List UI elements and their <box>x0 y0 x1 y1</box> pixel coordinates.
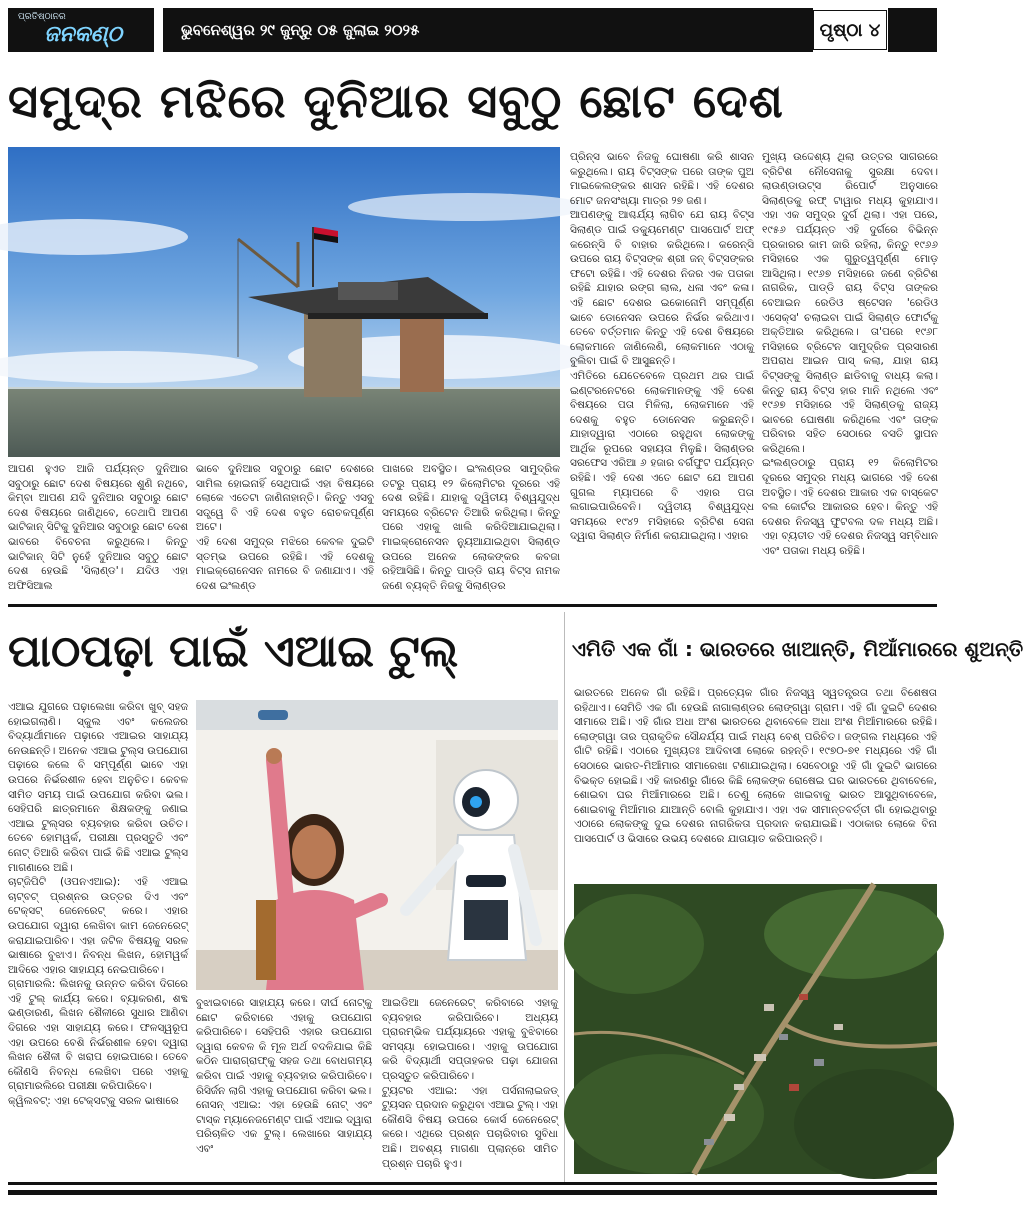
student-robot-photo <box>196 700 558 990</box>
article1-column-4: ପ୍ରିନ୍ସ ଭାବେ ନିଜକୁ ଘୋଷଣା କରି ଶାସନ କରୁଥିଲେ। ରାୟ ବିଟ୍ସଙ୍କ ପରେ ତାଙ୍କ ପୁଅ ମାଇକେଲଙ୍କର ଶାସନ ରହିଛି। ଏହି ଦେଶର ମୋଟ ଜନସଂଖ୍ୟା ମାତ୍ର ୨୭ ଜଣ। ଆପଣଙ୍କୁ ଆଶ୍ଚର୍ଯ୍ୟ ଲାଗିବ ଯେ ରାୟ ବିଟ୍ସ ସିଲାଣ୍ଡ ପାଇଁ ଡକ୍ୟୁମେଣ୍ଟ ପାସପୋର୍ଟ ଅଫ୍ କରେନ୍ସି ବି ବାହାର କରିଥିଲେ। କରେନ୍ସି ଉପରେ ରାୟ ବିଟ୍ସଙ୍କ ଶ୍ରୀ ଜନ୍ ବିଟ୍ସଙ୍କର ଫଟୋ ରହିଛି। ଏହି ଦେଶର ନିଜର ଏକ ପତାକା ରହିଛି ଯାହାର ରଙ୍ଗ ଲାଲ, ଧଳା ଏବଂ କଳା। ଏହି ଛୋଟ ଦେଶର ଇକୋନୋମି ସମ୍ପୂର୍ଣ୍ଣ ଭାବେ ଡୋନେସନ ଉପରେ ନିର୍ଭର କରିଥାଏ। ତେବେ ବର୍ତ୍ତମାନ କିନ୍ତୁ ଏହି ଦେଶ ବିଷୟରେ ଲୋକମାନେ ଜାଣିଲେଣି, ଲୋକମାନେ ଏଠାକୁ ବୁଲିବା ପାଇଁ ବି ଆସୁଛନ୍ତି। ଏମିତିରେ ଯେତେବେଳେ ପ୍ରଥମ ଥର ପାଇଁ ଇଣ୍ଟରନେଟରେ ଲୋକମାନଙ୍କୁ ଏହି ଦେଶ ବିଷୟରେ ପତା ମିଳିଲା, ଲୋକମାନେ ଏହି ଦେଶକୁ ବହୁତ ଡୋନେସନ କରୁଛନ୍ତି। ଯାହାଦ୍ୱାରା ଏଠାରେ ରହୁଥିବା ଲୋକଙ୍କୁ ଆର୍ଥିକ ରୂପରେ ସହାୟତା ମିଳୁଛି। ସିଲାଣ୍ଡର ସରଫେସ ଏରିଆ ୬ ହଜାର ବର୍ଗଫୁଟ ପର୍ଯ୍ୟନ୍ତ ରହିଛି। ଏହି ଦେଶ ଏତେ ଛୋଟ ଯେ ଆପଣ ଗୁଗଲ ମ୍ୟାପରେ ବି ଏହାର ପତା ଲଗାଇପାରିବେନି। ଦ୍ୱିତୀୟ ବିଶ୍ୱଯୁଦ୍ଧ ସମୟରେ ୧୯୪୨ ମସିହାରେ ବ୍ରିଟିଶ ସେନା ଦ୍ୱାରା ସିଲାଣ୍ଡ ନିର୍ମାଣ କରାଯାଇଥିଲା। ଏହାର <box>570 151 754 543</box>
masthead-tail <box>888 8 937 52</box>
article3-body: ଭାରତରେ ଅନେକ ଗାଁ ରହିଛି। ପ୍ରତ୍ୟେକ ଗାଁର ନିଜସ୍ୱ ସ୍ୱତନ୍ତ୍ରତା ତଥା ବିଶେଷତା ରହିଥାଏ। ସେମିତି ଏକ ଗାଁ ହେଉଛି ନାଗାଲାଣ୍ଡର ଲୋଙ୍ଗୱା ଗ୍ରାମ। ଏହି ଗାଁ ଦୁଇଟି ଦେଶର ସୀମାରେ ଅଛି। ଏହି ଗାଁର ଅଧା ଅଂଶ ଭାରତରେ ଥିବାବେଳେ ଅଧା ଅଂଶ ମିଆଁମାରରେ ରହିଛି। ଲୋଙ୍ଗୱା ତାର ପ୍ରାକୃତିକ ସୌନ୍ଦର୍ଯ୍ୟ ପାଇଁ ମଧ୍ୟ ବେଶ୍ ପରିଚିତ। ଜଙ୍ଗଲ ମଧ୍ୟରେ ଏହି ଗାଁଟି ରହିଛି। ଏଠାରେ ମୁଖ୍ୟତଃ ଆଦିବାସୀ ଲୋକେ ରହନ୍ତି। ୧୯୭୦-୭୧ ମଧ୍ୟରେ ଏହି ଗାଁ ସେଠାରେ ଭାରତ-ମିଆଁମାର ସୀମାରେଖା ଟଣାଯାଇଥିଲା। ସେବେଠାରୁ ଏହି ଗାଁ ଦୁଇଟି ଭାଗରେ ବିଭକ୍ତ ହୋଇଛି। ଏହି କାରଣରୁ ଗାଁରେ କିଛି ଲୋକଙ୍କ ରୋଷେଇ ଘର ଭାରତରେ ଥିବାବେଳେ, ଶୋଇବା ଘର ମିଆଁମାରରେ ଅଛି। ତେଣୁ ଲୋକେ ଖାଇବାକୁ ଭାରତ ଆସୁଥିବାବେଳେ, ଶୋଇବାକୁ ମିଆଁମାର ଯାଆନ୍ତି ବୋଲି କୁହାଯାଏ। ଏହା ଏକ ସୀମାନ୍ତବର୍ତ୍ତୀ ଗାଁ ହୋଇଥିବାରୁ ଏଠାରେ ଲୋକଙ୍କୁ ଦୁଇ ଦେଶର ନାଗରିକତା ପ୍ରଦାନ କରାଯାଇଛି। ଏଠାକାର ଲୋକେ ବିନା ପାସପୋର୍ଟ ଓ ଭିସାରେ ଉଭୟ ଦେଶରେ ଯାତାୟାତ କରିପାରନ୍ତି। <box>574 687 937 845</box>
article1-column-5: ମୁଖ୍ୟ ଉଦ୍ଦେଶ୍ୟ ଥିଲା ଉତ୍ତର ସାଗରରେ ବ୍ରିଟିଶ ନୌସେନାକୁ ସୁରକ୍ଷା ଦେବା। ଲାଉଣ୍ଡାଉଟ୍ସ ରିପୋର୍ଟ ଅନୁସାରେ ସିଲାଣ୍ଡକୁ ରଫ୍ ଟାୱାର ମଧ୍ୟ କୁହାଯାଏ। ଏହା ଏକ ସମୁଦ୍ର ଦୁର୍ଗ ଥିଲା। ଏହା ପରେ, ୧୯୫୬ ପର୍ଯ୍ୟନ୍ତ ଏହି ଦୁର୍ଗରେ ବିଭିନ୍ନ ପ୍ରକାରର କାମ ଜାରି ରହିଲା, କିନ୍ତୁ ୧୯୬୬ ମସିହାରେ ଏକ ଗୁରୁତ୍ୱପୂର୍ଣ୍ଣ ମୋଡ଼ ଆସିଥିଲା। ୧୯୬୭ ମସିହାରେ ଜଣେ ବ୍ରିଟିଶ ନାଗରିକ, ପାଡ୍ଡି ରାୟ ବିଟ୍ସ ତାଙ୍କର ବେଆଇନ ରେଡିଓ ଷ୍ଟେସନ 'ରେଡିଓ ଏସେକ୍ସ' ଚଲାଇବା ପାଇଁ ସିଲାଣ୍ଡ ଫୋର୍ଟକୁ ଅକ୍ତିଆର କରିଥିଲେ। ତା'ପରେ ୧୯୬୮ ମସିହାରେ ବ୍ରିଟେନ ସାମୁଦ୍ରିକ ପ୍ରସାରଣ ଅପରାଧ ଆଇନ ପାସ୍ କଲା, ଯାହା ରାୟ ବିଟ୍ସଙ୍କୁ ସିଲାଣ୍ଡ ଛାଡିବାକୁ ବାଧ୍ୟ କଲା। କିନ୍ତୁ ରାୟ ବିଟ୍ସ ହାର ମାନି ନଥିଲେ ଏବଂ ୧୯୬୭ ମସିହାରେ ଏହି ସିଲାଣ୍ଡକୁ ରାଜ୍ୟ ଭାବରେ ଘୋଷଣା କରିଥିଲେ ଏବଂ ତାଙ୍କ ପରିବାର ସହିତ ସେଠାରେ ବସତି ସ୍ଥାପନ କରିଥିଲେ। ଇଂଲଣ୍ଡଠାରୁ ପ୍ରାୟ ୧୨ କିଲୋମିଟର ଦୂରରେ ସମୁଦ୍ର ମଧ୍ୟ ଭାଗରେ ଏହି ଦେଶ ଅବସ୍ଥିତ। ଏହି ଦେଶର ଆକାର ଏକ ବାସ୍କେଟ ବଲ କୋର୍ଟର ଆକାରର ହେବ। କିନ୍ତୁ ଏହି ଦେଶର ନିଜସ୍ୱ ଫୁଟବଲ ଦଳ ମଧ୍ୟ ଅଛି। ଏହା ବ୍ୟତୀତ ଏହି ଦେଶର ନିଜସ୍ୱ ସମ୍ବିଧାନ ଏବଂ ପତାକା ମଧ୍ୟ ରହିଛି। <box>762 151 938 558</box>
article1-column-3: ପାଖରେ ଅବସ୍ଥିତ। ଇଂଲଣ୍ଡର ସାମୁଦ୍ରିକ ତଟରୁ ପ୍ରାୟ ୧୨ କିଲୋମିଟର ଦୂରରେ ଏହି ଦେଶ ରହିଛି। ଯାହାକୁ ଦ୍ୱିତୀୟ ବିଶ୍ୱଯୁଦ୍ଧ ସମୟରେ ବ୍ରିଟେନ ତିଆରି କରିଥିଲା। କିନ୍ତୁ ପରେ ଏହାକୁ ଖାଲି କରିଦିଆଯାଇଥିଲା। ମାଇକ୍ରୋନେସନ ନ୍ୟୁଆଯାଇଥିବା ସିଲାଣ୍ଡ ଉପରେ ଅନେକ ଲୋକଙ୍କର କବଜା ରହିଆସିଛି। କିନ୍ତୁ ପାଡ୍ଡି ରାୟ ବିଟ୍ସ ନାମକ ଜଣେ ବ୍ୟକ୍ତି ନିଜକୁ ସିଲାଣ୍ଡର <box>382 463 560 592</box>
dateline: ଭୁବନେଶ୍ୱର ୨୯ ଜୁନ୍‌ରୁ ୦୫ ଜୁଲାଇ ୨୦୨୫ <box>163 8 813 52</box>
article1-column-2: ଭାବେ ଦୁନିଆର ସବୁଠାରୁ ଛୋଟ ଦେଶରେ ସାମିଲ ହୋଇନାହିଁ ସେଥିପାଇଁ ଏହା ବିଷୟରେ ଲୋକେ ଏତେଟା ଜାଣିନାହାନ୍ତି। କିନ୍ତୁ ଏସବୁ ସତ୍ତ୍ୱେ ବି ଏହି ଦେଶ ବହୁତ ରୋଚକପୂର୍ଣ୍ଣ ଅଟେ। ଏହି ଦେଶ ସମୁଦ୍ର ମଝିରେ କେବଳ ଦୁଇଟି ସ୍ତମ୍ଭ ଉପରେ ରହିଛି। ଏହି ଦେଶକୁ ମାଇକ୍ରୋନେସନ ନାମରେ ବି ଜଣାଯାଏ। ଏହି ଦେଶ ଇଂଲଣ୍ଡ <box>196 463 374 592</box>
sealand-platform-illustration <box>8 147 560 457</box>
student-with-robot-illustration <box>196 700 558 990</box>
newspaper-logo <box>8 8 154 52</box>
column-separator <box>564 612 565 1182</box>
section-divider <box>8 604 937 607</box>
forest-village-illustration <box>574 884 937 1174</box>
article2-column-2: ବୁଝାଇବାରେ ସାହାଯ୍ୟ କରେ। ଦୀର୍ଘ ନୋଟ୍କୁ ଛୋଟ କରିବାରେ ଏହାକୁ ଉପଯୋଗ କରିପାରିବେ। ସେହିପରି ଏହାର ଉପଯୋଗ ଦ୍ୱାରା କେବଳ କି ମୂଳ ଅର୍ଥ ବଦଳିଯାଇ କିଛି କଠିନ ପାରାଗ୍ରାଫ୍‌କୁ ସହଜ ତଥା ବୋଧଗମ୍ୟ କରିବା ପାଇଁ ଏହାକୁ ବ୍ୟବହାର କରିପାରିବେ। ରିସିର୍ଜନ ଲାଗି ଏହାକୁ ଉପଯୋଗ କରିବା ଭଲ। ନୋସନ୍ ଏଆଇ: ଏହା ହେଉଛି ନୋଟ୍ ଏବଂ ଟାସ୍କ ମ୍ୟାନେଜମେଣ୍ଟ ପାଇଁ ଏଆଇ ଦ୍ୱାରା ପରିଚାଳିତ ଏକ ଟୁଲ୍। ଲେଖାରେ ସାହାଯ୍ୟ ଏବଂ <box>196 997 372 1155</box>
footer-rule-bottom <box>8 1190 937 1195</box>
longwa-village-aerial-photo <box>574 884 937 1174</box>
article2-column-1: ଏଆଇ ଯୁଗରେ ପଢ଼ାଲେଖା କରିବା ଖୁବ୍ ସହଜ ହୋଇଗଲାଣି। ସ୍କୁଲ ଏବଂ କଲେଜର ବିଦ୍ୟାର୍ଥୀମାନେ ପଢ଼ାରେ ଏଆଇର ସାହାଯ୍ୟ ନେଉଛନ୍ତି। ଅନେକ ଏଆଇ ଟୁଲ୍ସ ଉପଯୋଗ ପଢ଼ାରେ କଲେ ବି ସମ୍ପୂର୍ଣ୍ଣ ଭାବେ ଏହା ଉପରେ ନିର୍ଭରଶୀଳ ହେବା ଅନୁଚିତ। କେବଳ ସୀମିତ ସମୟ ପାଇଁ ଉପଯୋଗ କରିବା ଭଲ। ସେହିପରି ଛାତ୍ରମାନେ ଶିକ୍ଷକଙ୍କୁ ଜଣାଇ ଏଆଇ ଟୁଲ୍ସର ବ୍ୟବହାର କରିବା ଉଚିତ। ତେବେ ହୋମୱର୍କ, ପରୀକ୍ଷା ପ୍ରସ୍ତୁତି ଏବଂ ନୋଟ୍ ତିଆରି କରିବା ପାଇଁ କିଛି ଏଆଇ ଟୁଲ୍ସ ମାଗଣାରେ ଅଛି। ଚାଟ୍‌ଜିପିଟି (ଓପନଏଆଇ): ଏହି ଏଆଇ ଚାଟ୍‌ବଟ୍ ପ୍ରଶ୍ନର ଉତ୍ତର ଦିଏ ଏବଂ ଟେକ୍ସଟ୍ ଜେନେରେଟ୍ କରେ। ଏହାର ଉପଯୋଗ ଦ୍ୱାରା ଲେଖିବା କାମ ଜେନେରେଟ୍ କରାଯାଇପାରିବ। ଏହା ଜଟିଳ ବିଷୟକୁ ସରଳ ଭାଷାରେ ବୁଝାଏ। ନିବନ୍ଧ ଲିଖନ, ହୋମୱର୍କ ଆଦିରେ ଏହାର ସାହାଯ୍ୟ ନେଇପାରିବେ। ଗ୍ରାମାରଲି: ଲିଖନକୁ ଉନ୍ନତ କରିବା ଦିଗରେ ଏହି ଟୁଲ୍ କାର୍ଯ୍ୟ କରେ। ବ୍ୟାକରଣ, ଶବ୍ଦ ଭଣ୍ଡାରଣ, ଲିଖନ ଶୈଳୀରେ ସୁଧାର ଆଣିବା ଦିଗରେ ଏହା ସାହାଯ୍ୟ କରେ। ଫଳସ୍ୱରୂପ ଏହା ଉପରେ ବେଶି ନିର୍ଭରଶୀଳ ହେବା ଦ୍ୱାରା ଲିଖନ ଶୈଳୀ ବି ଖରାପ ହୋଇପାରେ। ତେବେ କୌଣସି ନିବନ୍ଧ ଲେଖିବା ପରେ ଏହାକୁ ଗ୍ରାମାରଲିରେ ପରୀକ୍ଷା କରିପାରିବେ। କ୍ୱିଲବଟ୍: ଏହା ଟେକ୍ସଟ୍କୁ ସରଳ ଭାଷାରେ <box>8 701 188 1108</box>
page-number: ପୃଷ୍ଠା ୪ <box>813 10 887 50</box>
logo-main-text: ଜନକଣ୍ଠ <box>44 22 122 47</box>
logo-small-text: ପ୍ରତିଷ୍ଠାନର <box>18 12 66 22</box>
sealand-photo <box>8 147 560 457</box>
footer-rule-top <box>8 1182 937 1185</box>
article1-column-1: ଆପଣ ହୁଏତ ଆଜି ପର୍ଯ୍ୟନ୍ତ ଦୁନିଆର ସବୁଠାରୁ ଛୋଟ ଦେଶ ବିଷୟରେ ଶୁଣି ନଥିବେ, କିମ୍ବା ଆପଣ ଯଦି ଦୁନିଆର ସବୁଠାରୁ ଛୋଟ ଦେଶ ବିଷୟରେ ଜାଣିଥିବେ, ତେଥାପି ଆପଣ ଭାଟିକାନ୍ ସିଟିକୁ ଦୁନିଆର ସବୁଠାରୁ ଛୋଟ ଦେଶ ଭାବରେ ବିବେଚନା କରୁଥିଲେ। କିନ୍ତୁ ଭାଟିକାନ୍ ସିଟି ନୁହେଁ ଦୁନିଆର ସବୁଠୁ ଛୋଟ ଦେଶ ହେଉଛି 'ସିଲାଣ୍ଡ'। ଯଦିଓ ଏହା ଅଫିସିଆଲ <box>8 463 188 592</box>
article1-headline: ସମୁଦ୍ର ମଝିରେ ଦୁନିଆର ସବୁଠୁ ଛୋଟ ଦେଶ <box>8 74 784 128</box>
article2-column-3: ଆଇଡିଆ ଜେନେରେଟ୍ କରିବାରେ ଏହାକୁ ବ୍ୟବହାର କରିପାରିବେ। ଅଧ୍ୟୟ ପ୍ରାରମ୍ଭିକ ପର୍ଯ୍ୟାୟରେ ଏହାକୁ ବୁଝିବାରେ ସମସ୍ୟା ହୋଇପାରେ। ଏହାକୁ ଉପଯୋଗ କରି ବିଦ୍ୟାର୍ଥୀ ସପ୍ତାହକର ପଢ଼ା ଯୋଜନା ପ୍ରସ୍ତୁତ କରିପାରିବେ। ଟ୍ୟୁଟର ଏଆଇ: ଏହା ପର୍ସନାଲାଇଜଡ୍ ଟ୍ୟୁସନ ପ୍ରଦାନ କରୁଥିବା ଏଆଇ ଟୁଲ୍। ଏହା କୌଣସି ବିଷୟ ଉପରେ କୋର୍ସ ଜେନେରେଟ୍ କରେ। ଏଥିରେ ପ୍ରଶ୍ନ ପଚାରିବାର ସୁବିଧା ଅଛି। ଅବଶ୍ୟ ମାଗଣା ପ୍ଲାନ୍‌ରେ ସୀମିତ ପ୍ରଶ୍ନ ପଚାରି ହୁଏ। <box>382 997 558 1170</box>
masthead <box>8 8 937 52</box>
article3-headline: ଏମିତି ଏକ ଗାଁ : ଭାରତରେ ଖାଆନ୍ତି, ମିଆଁମାରରେ ଶୁଅନ୍ତି <box>572 637 1023 661</box>
article2-headline: ପାଠପଢ଼ା ପାଇଁ ଏଆଇ ଟୁଲ୍ <box>8 626 459 677</box>
